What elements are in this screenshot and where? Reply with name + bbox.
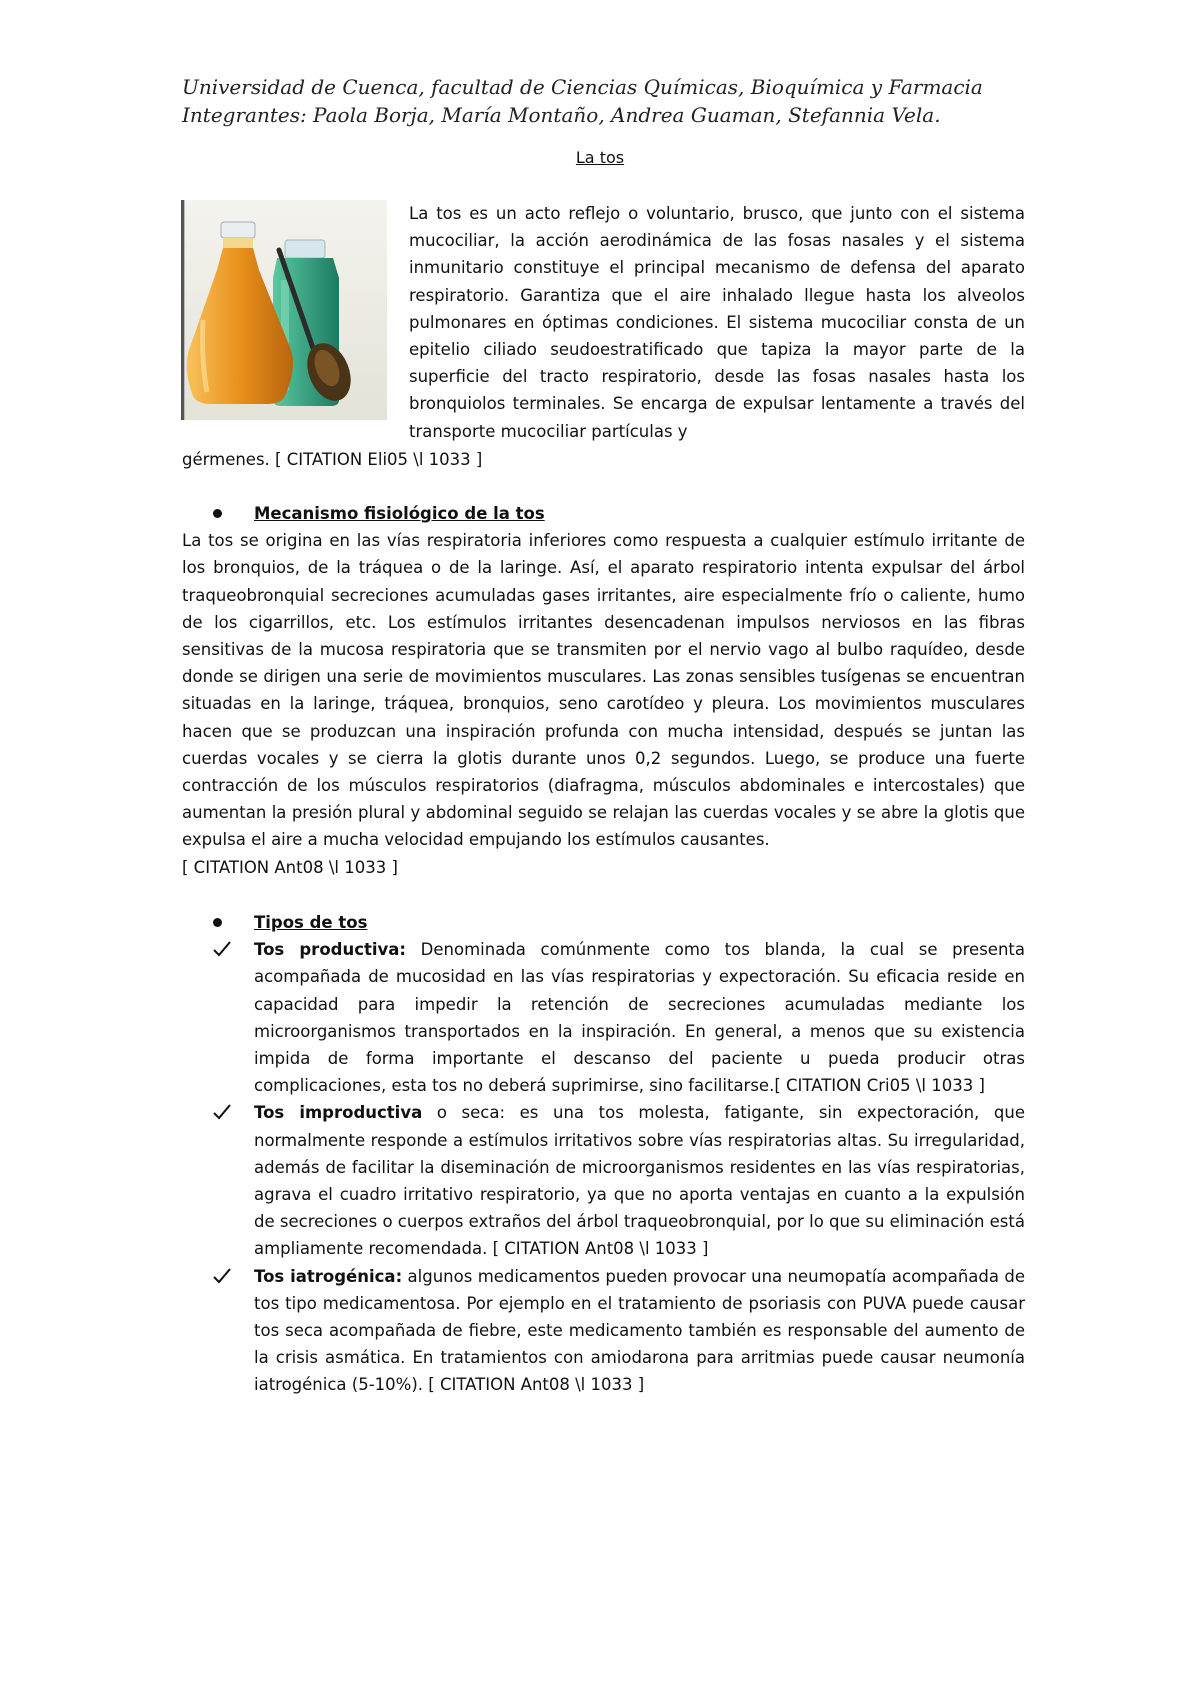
bullet-icon — [213, 509, 222, 518]
mecanismo-citation: [ CITATION Ant08 \l 1033 ] — [182, 857, 398, 877]
checkmark-icon — [212, 940, 232, 958]
mecanismo-section — [182, 500, 1025, 881]
tos-iatrogenica-term: Tos iatrogénica: — [254, 1266, 403, 1286]
checkmark-icon — [212, 1103, 232, 1121]
tipos-heading-label: Tipos de tos — [254, 913, 368, 932]
tos-productiva-text: Denominada comúnmente como tos blanda, la cual se presenta acompañada de mucosidad en las vías respiratorias y expectoración. Su eficacia reside en capacidad para impedir la retención de secreciones acumuladas mediante los microorganismos transportados en la inspiración. En general, a menos que su existencia impida de forma importante el descanso del paciente u pueda producir otras complicaciones, esta tos no deberá suprimirse, sino facilitarse.[ CITATION Cri05 \l 1033 ] — [254, 940, 1025, 1096]
tos-iatrogenica-text: algunos medicamentos pueden provocar una neumopatía acompañada de tos tipo medicamentosa. Por ejemplo en el tratamiento de psoriasis con PUVA puede causar tos seca acompañada de fiebre, este medicamento también es responsable del aumento de la crisis asmática. En tratamientos con amiodarona para arritmias puede causar neumonía iatrogénica (5-10%). [ CITATION Ant08 \l 1033 ] — [254, 1266, 1025, 1395]
list-item — [182, 1263, 1025, 1399]
list-item — [182, 1099, 1025, 1262]
document-header — [182, 73, 1082, 129]
mecanismo-heading — [182, 500, 1025, 527]
header-members: Integrantes: Paola Borja, María Montaño, Andrea Guaman, Stefannia Vela. — [182, 103, 941, 127]
syrup-bottles-image — [181, 200, 387, 420]
tipos-heading — [182, 909, 1025, 936]
bullet-icon — [213, 918, 222, 927]
header-university: Universidad de Cuenca, facultad de Ciencias Químicas, Bioquímica y Farmacia — [182, 75, 983, 99]
intro-paragraph-tail: gérmenes. [ CITATION Eli05 \l 1033 ] — [182, 450, 483, 469]
tos-productiva-term: Tos productiva: — [254, 940, 407, 960]
checkmark-icon — [212, 1267, 232, 1285]
tos-improductiva-term: Tos improductiva — [254, 1103, 423, 1123]
intro-paragraph: La tos es un acto reflejo o voluntario, brusco, que junto con el sistema mucociliar, la acción aerodinámica de las fosas nasales y el sistema inmunitario constituye el principal mecanismo de defensa del aparato respiratorio. Garantiza que el aire inhalado llegue hasta los alveolos pulmonares en óptimas condiciones. El sistema mucociliar consta de un epitelio ciliado seudoestratificado que tapiza la mayor parte de la superficie del tracto respiratorio, desde las fosas nasales hasta los bronquiolos terminales. Se encarga de expulsar lentamente a través del transporte mucociliar partículas y — [409, 204, 1025, 441]
tos-improductiva-text: o seca: es una tos molesta, fatigante, sin expectoración, que normalmente responde a estímulos irritativos sobre vías respiratorias altas. Su irregularidad, además de facilitar la diseminación de microorganismos residentes en las vías respiratorias, agrava el cuadro irritativo respiratorio, ya que no aporta ventajas en cuanto a la expulsión de secreciones o cuerpos extraños del árbol traqueobronquial, por lo que su eliminación está ampliamente recomendada. [ CITATION Ant08 \l 1033 ] — [254, 1103, 1025, 1259]
tipos-section — [182, 909, 1025, 1399]
list-item — [182, 936, 1025, 1099]
mecanismo-paragraph: La tos se origina en las vías respiratoria inferiores como respuesta a cualquier estímulo irritante de los bronquios, de la tráquea o de la laringe. Así, el aparato respiratorio intenta expulsar del árbol traqueobronquial secreciones acumuladas gases irritantes, aire especialmente frío o caliente, humo de los cigarrillos, etc. Los estímulos irritantes desencadenan impulsos nerviosos en las fibras sensitivas de la mucosa respiratoria que se transmiten por el nervio vago al bulbo raquídeo, desde donde se dirigen una serie de movimientos musculares. Las zonas sensibles tusígenas se encuentran situadas en la laringe, tráquea, bronquios, seno carotídeo y pleura. Los movimientos musculares hacen que se produzcan una inspiración profunda con mucha intensidad, después se juntan las cuerdas vocales y se cierra la glotis durante unos 0,2 segundos. Luego, se produce una fuerte contracción de los músculos respiratorios (diafragma, músculos abdominales e intercostales) que aumentan la presión plural y abdominal seguido se relajan las cuerdas vocales y se abre la glotis que expulsa el aire a mucha velocidad empujando los estímulos causantes. — [182, 531, 1025, 850]
mecanismo-heading-label: Mecanismo fisiológico de la tos — [254, 504, 545, 523]
page-title: La tos — [575, 148, 625, 167]
